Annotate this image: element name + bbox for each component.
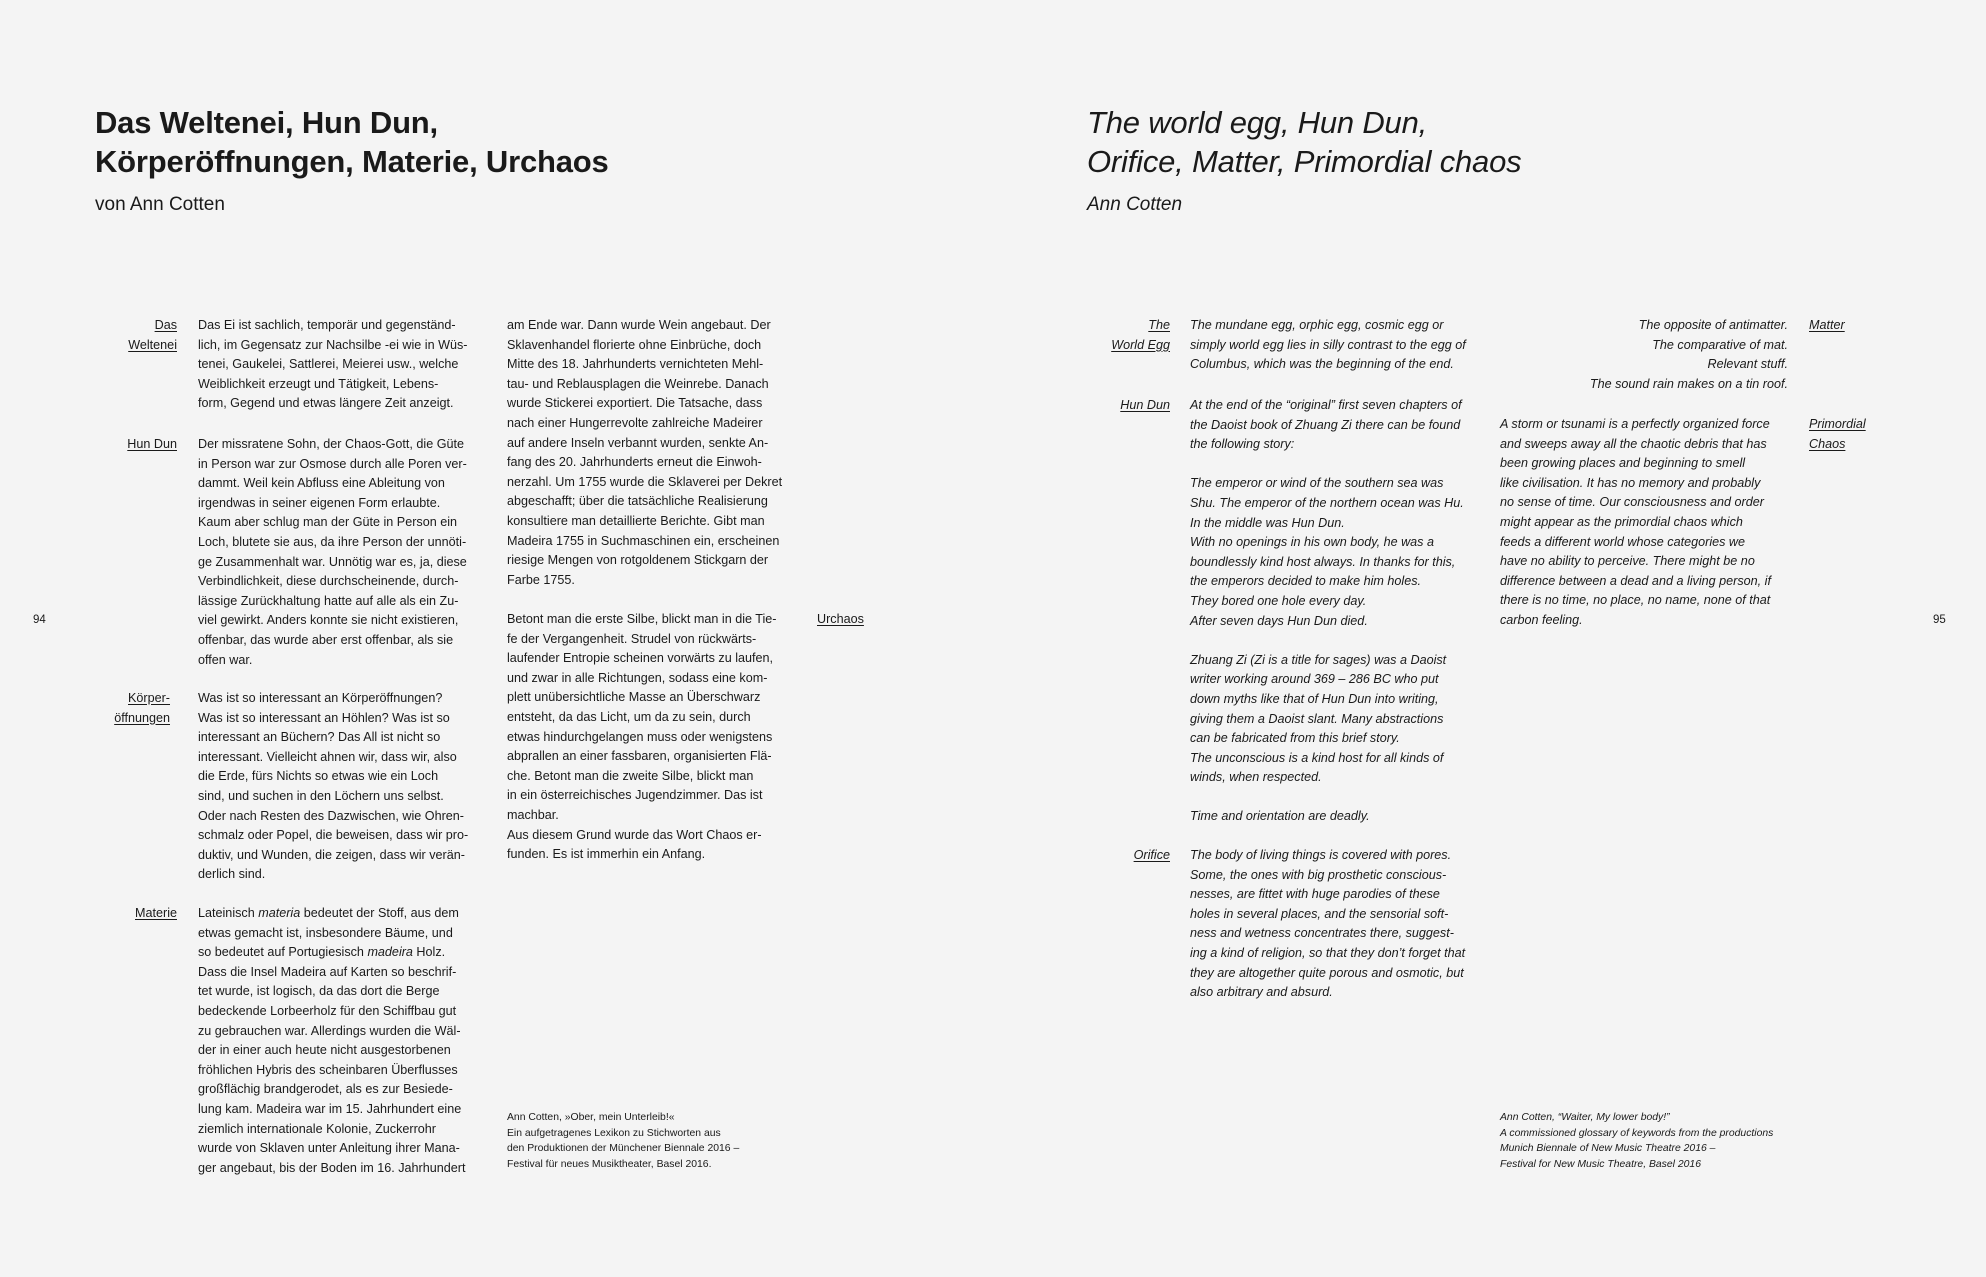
footnote: Ann Cotten, »Ober, mein Unterleib!« Ein aufgetragenes Lexikon zu Stichworten aus den Produktionen der Münchener Biennale 2016 – Festival für neues Musiktheater, Basel 2016.: [507, 1112, 740, 1170]
text-run: bedeutet der Stoff, aus dem etwas gemacht ist, insbesondere Bäume, und so bedeutet auf Portugiesisch: [198, 906, 459, 960]
keyword-world-egg: The World Egg: [1111, 318, 1170, 352]
keyword-urchaos: Urchaos: [817, 612, 864, 626]
keyword-orifice: Orifice: [1133, 848, 1170, 862]
title-line: Körperöffnungen, Materie, Urchaos: [95, 144, 609, 179]
author-line: von Ann Cotten: [95, 194, 225, 215]
keyword-koerperoeffnungen: Körper- öffnungen: [114, 691, 170, 725]
text-run-italic: materia: [258, 906, 301, 920]
keyword-hun-dun: Hun Dun: [1120, 398, 1170, 412]
text-run-italic: madeira: [367, 945, 413, 960]
entry-text: At the end of the “original” first seven chapters of the Daoist book of Zhuang Zi there can be found the following story: The emperor or wind of the southern sea was Shu. The emperor of the northern ocean was Hu. In the middle was Hun Dun. With no openings in his own body, he was a boundlessly kind host always. In thanks for this, the emperors decided to make him holes. They bored one hole every day. After seven days Hun Dun died. Zhuang Zi (Zi is a title for sages) was a Daoist writer working around 369 – 286 BC who put down myths like that of Hun Dun into writing, giving them a Daoist slant. Many abstractions can be fabricated from this brief story. The unconscious is a kind host for all kinds of winds, when respected. Time and orientation are deadly.: [1190, 398, 1464, 824]
title-line: Orifice, Matter, Primordial chaos: [1087, 144, 1522, 179]
author-line: Ann Cotten: [1087, 194, 1183, 215]
column-two-paragraph: am Ende war. Dann wurde Wein angebaut. Der Sklavenhandel florierte ohne Einbrüche, doch Mitte des 18. Jahrhunderts vernichteten Mehl- tau- und Reblausplagen die Weinrebe. Danach wurde Stickerei exportiert. Die Tatsache, dass nach einer Hungerrevolte zahlreiche Madeirer auf andere Inseln verbannt wurden, senkte An- fang des 20. Jahrhunderts erneut die Einwoh- nerzahl. Um 1755 wurde die Sklaverei per Dekret abgeschafft; über die tatsächliche Realisierung konsultiere man detaillierte Berichte. Gibt man Madeira 1755 in Suchmaschinen ein, erscheinen riesige Mengen von rotgoldenem Stickgarn der Farbe 1755.: [507, 318, 783, 587]
entry-text: [198, 904, 488, 1178]
entry-text: Was ist so interessant an Körperöffnungen? Was ist so interessant an Höhlen? Was ist so interessant an Büchern? Das All ist nicht so interessant. Vielleicht ahnen wir, dass wir, also die Erde, fürs Nichts so etwas wie ein Loch sind, und suchen in den Löchern uns selbst. Oder nach Resten des Dazwischen, wie Ohren- schmalz oder Popel, die beweisen, dass wir pro- duktiv, und Wunden, die zeigen, dass wir verän- derlich sind.: [198, 691, 469, 882]
page-title: [95, 103, 609, 181]
page-number: 94: [33, 614, 46, 626]
column-two-paragraph: Betont man die erste Silbe, blickt man in die Tie- fe der Vergangenheit. Strudel von rückwärts- laufender Entropie scheinen vorwärts zu laufen, und zwar in alle Richtungen, sodass eine kom- plett unübersichtliche Masse an Überschwarz entsteht, da das Licht, um da zu sein, durch etwas hindurchgelangen muss oder wenigstens abprallen an einer fassbaren, organisierten Flä- che. Betont man die zweite Silbe, blickt man in ein österreichisches Jugendzimmer. Das ist machbar. Aus diesem Grund wurde das Wort Chaos er- funden. Es ist immerhin ein Anfang.: [507, 612, 777, 862]
text-run: Lateinisch: [198, 906, 259, 920]
keyword-hun-dun: Hun Dun: [127, 437, 177, 451]
entry-text: The body of living things is covered with pores. Some, the ones with big prosthetic conscious- nesses, are fittet with huge parodies of these holes in several places, and the sensorial soft- ness and wetness concentrates there, suggest- ing a kind of religion, so that they don’t forget that they are altogether quite porous and osmotic, but also arbitrary and absurd.: [1190, 848, 1466, 1000]
entry-text: The mundane egg, orphic egg, cosmic egg or simply world egg lies in silly contrast to the egg of Columbus, which was the beginning of the end.: [1190, 318, 1466, 372]
keyword-primordial-chaos: Primordial Chaos: [1809, 417, 1866, 451]
keyword-matter: Matter: [1809, 318, 1845, 332]
title-line: Das Weltenei, Hun Dun,: [95, 105, 438, 140]
page-number: 95: [1933, 614, 1946, 626]
entry-text: Der missratene Sohn, der Chaos-Gott, die Güte in Person war zur Osmose durch alle Poren ver- dammt. Weil kein Abfluss eine Ableitung von irgendwas in seiner eigenen Form erlaubte. Kaum aber schlug man der Güte in Person ein Loch, blutete sie aus, da ihre Person der unnöti- ge Zusammenhalt war. Unnötig war es, ja, diese Verbindlichkeit, diese durchscheinende, durch- lässige Zurückhaltung hatte auf alle als ein Zu- viel gewirkt. Anders konnte sie nicht existieren, offenbar, das wurde aber erst offenbar, als sie offen war.: [198, 437, 467, 667]
keyword-das-weltenei: Das Weltenei: [128, 318, 177, 352]
title-line: The world egg, Hun Dun,: [1087, 105, 1428, 140]
footnote: Ann Cotten, “Waiter, My lower body!” A commissioned glossary of keywords from the productions Munich Biennale of New Music Theatre 2016 – Festival for New Music Theatre, Basel 2016: [1500, 1112, 1774, 1170]
entry-text: Das Ei ist sachlich, temporär und gegenständ- lich, im Gegensatz zur Nachsilbe -ei wie in Wüs- tenei, Gaukelei, Sattlerei, Meierei usw., welche Weiblichkeit erzeugt und Tätigkeit, Lebens- form, Gegend und etwas längere Zeit anzeigt.: [198, 318, 468, 411]
page-title: [1087, 103, 1521, 181]
keyword-materie: Materie: [135, 906, 177, 920]
entry-text: The opposite of antimatter. The comparative of mat. Relevant stuff. The sound rain makes on a tin roof.: [1589, 318, 1788, 391]
entry-text: A storm or tsunami is a perfectly organized force and sweeps away all the chaotic debris that has been growing places and beginning to smell like civilisation. It has no memory and probably no sense of time. Our consciousness and order might appear as the primordial chaos which feeds a different world whose categories we have no ability to perceive. There might be no difference between a dead and a living person, if there is no time, no place, no name, none of that carbon feeling.: [1500, 417, 1771, 627]
text-run: Holz. Dass die Insel Madeira auf Karten so beschrif- tet wurde, ist logisch, da das dort die Berge bedeckende Lorbeerholz für den Schiffbau gut zu gebrauchen war. Allerdings wurden die Wäl- der in einer auch heute nicht ausgestorbenen fröhlichen Hybris des scheinbaren Überflusses großflächig brandgerodet, als es zur Besiede- lung kam. Madeira war im 15. Jahrhundert eine ziemlich internationale Kolonie, Zuckerrohr wurde von Sklaven unter Anleitung ihrer Mana- ger angebaut, bis der Boden im 16. Jahrhundert: [198, 945, 466, 1175]
